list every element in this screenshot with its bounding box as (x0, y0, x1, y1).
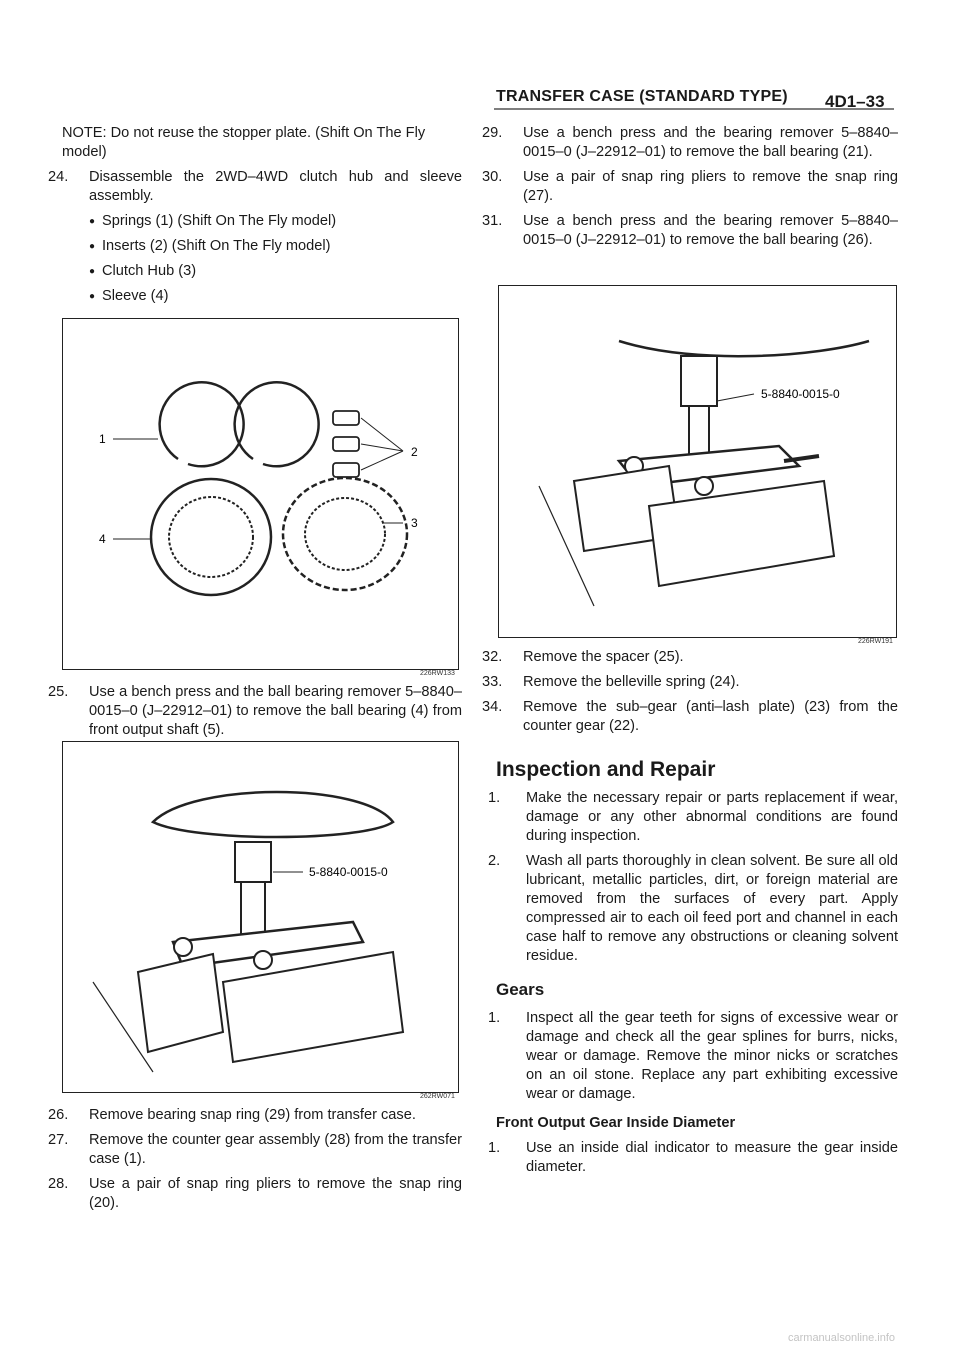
step-number: 1. (488, 1140, 501, 1156)
callout-label-1: 1 (99, 432, 106, 446)
step-number: 31. (482, 213, 503, 229)
step-text: Use an inside dial indicator to measure the gear inside diameter. (526, 1140, 898, 1175)
step-34 (482, 698, 898, 736)
step-text: Use a bench press and the ball bearing remover 5–8840–0015–0 (J–22912–01) to remove the ball bearing (4) from front output shaft (5). (89, 684, 462, 738)
remover-bolt (254, 951, 272, 969)
step-number: 25. (48, 684, 69, 700)
step-30 (482, 168, 898, 206)
step-text: Remove the counter gear assembly (28) from the transfer case (1). (89, 1132, 462, 1167)
step-text: Remove the spacer (25). (523, 649, 684, 665)
insert-part (333, 411, 359, 425)
bullet-text: Sleeve (4) (102, 288, 169, 304)
step-number: 33. (482, 674, 503, 690)
right-column-bottom (482, 648, 898, 1177)
press-block-right (223, 952, 403, 1062)
gears-step-1 (488, 1009, 898, 1104)
insert-part (333, 463, 359, 477)
inspection-step-2 (488, 852, 898, 966)
step-text: Wash all parts thoroughly in clean solvent. Be sure all old lubricant, metallic particles, dirt, or foreign material are removed from the surfaces of every part. Apply compressed air to each oil feed port and channel in each case half to remove any obstructions or cleaning solvent residue. (526, 853, 898, 964)
press-adapter (235, 842, 271, 882)
callout-label-2: 2 (411, 445, 418, 459)
bullet-item (62, 212, 462, 231)
figure-code: 226RW191 (858, 638, 893, 645)
step-31 (482, 212, 898, 250)
callout-label-3: 3 (411, 516, 418, 530)
step-number: 2. (488, 853, 501, 869)
figure-clutch-hub-parts (62, 318, 459, 670)
press-ram (153, 792, 393, 837)
step-number: 34. (482, 699, 503, 715)
step-33 (482, 673, 898, 692)
page-number: 4D1–33 (825, 92, 885, 111)
tool-label: 5-8840-0015-0 (761, 387, 840, 401)
remover-bolt (695, 477, 713, 495)
press-adapter (681, 356, 717, 406)
left-column-top (48, 124, 462, 306)
section-title: TRANSFER CASE (STANDARD TYPE) (496, 88, 788, 105)
step-number: 28. (48, 1176, 69, 1192)
inspection-step-1 (488, 789, 898, 846)
front-output-step-1 (488, 1139, 898, 1177)
step-text: Use a bench press and the bearing remover 5–8840–0015–0 (J–22912–01) to remove the ball bearing (26). (523, 213, 898, 248)
step-text: Remove the sub–gear (anti–lash plate) (23) from the counter gear (22). (523, 699, 898, 734)
step-28 (48, 1175, 462, 1213)
left-column-bottom (48, 1106, 462, 1213)
step-number: 30. (482, 169, 503, 185)
bullet-text: Inserts (2) (Shift On The Fly model) (102, 238, 331, 254)
step-number: 27. (48, 1132, 69, 1148)
bullet-item (62, 287, 462, 306)
clutch-hub-part (283, 478, 407, 590)
step-text: Use a bench press and the bearing remover 5–8840–0015–0 (J–22912–01) to remove the ball bearing (21). (523, 125, 898, 160)
left-column-mid (48, 683, 462, 740)
leader-line-2 (361, 418, 403, 451)
step-24 (48, 168, 462, 206)
step-number: 26. (48, 1107, 69, 1123)
figure-bench-press-counter-gear (498, 285, 897, 638)
spring-ring-right (235, 382, 319, 466)
inspection-heading: Inspection and Repair (496, 758, 716, 781)
step-text: Inspect all the gear teeth for signs of excessive wear or damage and check all the gear splines for burrs, nicks, wear or damage. Remove the minor nicks or scratches on an oil stone. Replace any part exhibiting excessive wear or damage. (526, 1010, 898, 1102)
step-27 (48, 1131, 462, 1169)
press-block-right (649, 481, 834, 586)
step-text: Make the necessary repair or parts replacement if wear, damage or any other abnormal conditions are found during inspection. (526, 790, 898, 844)
step-29 (482, 124, 898, 162)
gears-heading: Gears (496, 980, 545, 999)
bench-press-illustration (499, 286, 896, 637)
bullet-text: Clutch Hub (3) (102, 263, 197, 279)
step-text: Disassemble the 2WD–4WD clutch hub and sleeve assembly. (89, 169, 462, 204)
bullet-item (62, 237, 462, 256)
callout-label-4: 4 (99, 532, 106, 546)
insert-part (333, 437, 359, 451)
step-number: 1. (488, 1010, 501, 1026)
clutch-hub-illustration (63, 319, 458, 669)
tool-label: 5-8840-0015-0 (309, 865, 388, 879)
bullet-item (62, 262, 462, 281)
step-text: Use a pair of snap ring pliers to remove the snap ring (20). (89, 1176, 462, 1211)
figure-code: 262RW071 (420, 1093, 455, 1100)
step-text: Use a pair of snap ring pliers to remove the snap ring (27). (523, 169, 898, 204)
figure-code: 226RW133 (420, 670, 455, 677)
bullet-icon: ● (89, 216, 96, 227)
press-ram (619, 341, 869, 356)
front-output-heading: Front Output Gear Inside Diameter (496, 1115, 736, 1131)
step-number: 24. (48, 169, 69, 185)
spring-ring-left (160, 382, 244, 466)
press-block-left (138, 954, 223, 1052)
bench-press-illustration (63, 742, 458, 1092)
figure-bench-press-front-shaft (62, 741, 459, 1093)
remover-bolt (174, 938, 192, 956)
right-column-top (482, 124, 898, 250)
bullet-text: Springs (1) (Shift On The Fly model) (102, 213, 337, 229)
leader-line-2 (361, 451, 403, 470)
step-26 (48, 1106, 462, 1125)
header-rule (494, 108, 894, 114)
step-number: 29. (482, 125, 503, 141)
step-text: Remove bearing snap ring (29) from transfer case. (89, 1107, 416, 1123)
step-number: 32. (482, 649, 503, 665)
bullet-icon: ● (89, 266, 96, 277)
bullet-icon: ● (89, 291, 96, 302)
step-text: Remove the belleville spring (24). (523, 674, 740, 690)
step-number: 1. (488, 790, 501, 806)
step-25 (48, 683, 462, 740)
step-32 (482, 648, 898, 667)
note-text: NOTE: Do not reuse the stopper plate. (Shift On The Fly model) (62, 125, 426, 160)
watermark-text: carmanualsonline.info (788, 1332, 896, 1344)
leader-line-2 (361, 444, 403, 451)
bullet-icon: ● (89, 241, 96, 252)
tool-leader-line (717, 394, 754, 401)
